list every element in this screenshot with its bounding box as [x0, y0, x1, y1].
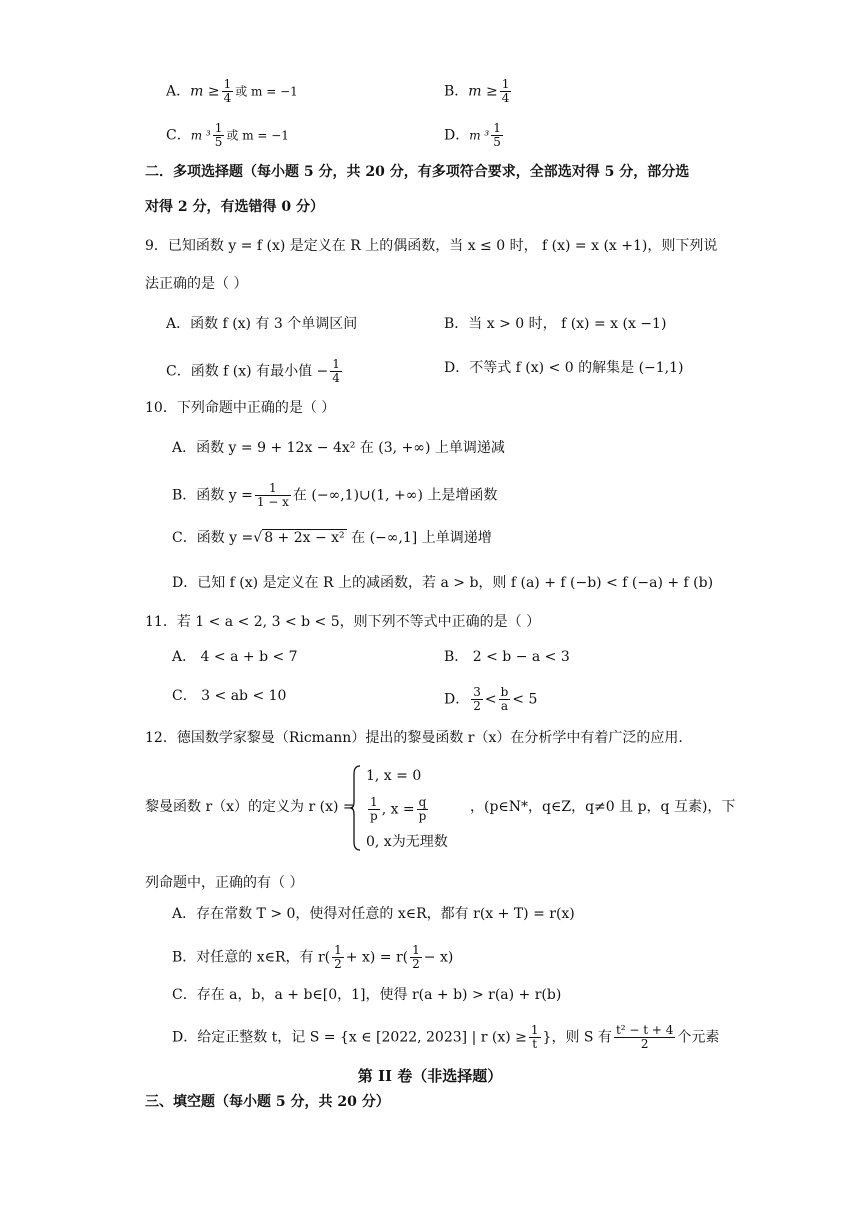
section2-title-line1: 二．多项选择题（每小题 5 分，共 20 分，有多项符合要求，全部选对得 5 分，部分选: [145, 164, 690, 180]
q12-case1: 1, x = 0: [366, 768, 422, 784]
q11-option-c: C． 3 < ab < 10: [172, 688, 287, 704]
q12-case3: 0, x为无理数: [366, 834, 448, 850]
q12-definition-pre: 黎曼函数 r（x）的定义为 r (x) =: [145, 799, 355, 815]
q12-option-b: B．对任意的 x∈R，有 r( $\frac{1}{2}$ + x) = r( $\frac{1}{2}$ − x): [172, 943, 454, 971]
q12-option-a: A．存在常数 T > 0，使得对任意的 x∈R，都有 r(x + T) = r(x): [172, 906, 575, 922]
q12-option-c: C．存在 a，b，a + b∈[0，1]，使得 r(a + b) > r(a) + r(b): [172, 987, 562, 1003]
q8-option-c: C．m ³ $\frac{1}{5}$ 或 m = −1: [166, 121, 289, 149]
q8-option-d: D．m ³ $\frac{1}{5}$: [444, 121, 501, 149]
q9-option-a: A．函数 f (x) 有 3 个单调区间: [166, 316, 358, 332]
section3-title: 三、填空题（每小题 5 分，共 20 分）: [145, 1094, 390, 1110]
q9-option-d: D．不等式 f (x) < 0 的解集是 (−1,1): [444, 360, 684, 376]
q9-option-c: C．函数 f (x) 有最小值 − $\frac{1}{4}$: [166, 357, 340, 385]
q12-option-d: D．给定正整数 t，记 S = {x ∈ [2022, 2023] | r (x) ≥ $\frac{1}{t}$ }，则 S 有 $\frac{\text{t² − t + 4}}{2}$ 个元素: [172, 1023, 720, 1051]
q12-stem-line3: 列命题中，正确的有（ ）: [145, 875, 304, 891]
q10-option-c: C．函数 y =√ 8 + 2x − x² 在 (−∞,1] 上单调递增: [172, 530, 492, 546]
q12-definition-post: ，(p∈N*，q∈Z，q≠0 且 p，q 互素)，下: [470, 799, 736, 815]
q11-option-d: D． $\frac{3}{2}$ < $\frac{b}{a}$ < 5: [444, 685, 538, 713]
q12-stem-line1: 12．德国数学家黎曼（Ricmann）提出的黎曼函数 r（x）在分析学中有着广泛的应用.: [145, 730, 683, 746]
q11-option-b: B． 2 < b − a < 3: [444, 649, 570, 665]
q10-option-d: D．已知 f (x) 是定义在 R 上的减函数，若 a > b，则 f (a) + f (−b) < f (−a) + f (b): [172, 575, 714, 591]
q8-option-a: A．m ≥ $\frac{1}{4}$ 或 m = −1: [166, 77, 298, 105]
q10-stem: 10．下列命题中正确的是（ ）: [145, 400, 336, 416]
q10-option-a: A．函数 y = 9 + 12x − 4x² 在 (3, +∞) 上单调递减: [172, 440, 505, 456]
q11-option-a: A． 4 < a + b < 7: [172, 649, 298, 665]
q9-option-b: B．当 x > 0 时， f (x) = x (x −1): [444, 316, 667, 332]
q9-stem-line2: 法正确的是（ ）: [145, 276, 248, 292]
q10-option-b: B．函数 y = $\frac{1}{1 - x}$ 在 (−∞,1)∪(1, +∞) 上是增函数: [172, 481, 498, 509]
piecewise-brace: [350, 764, 362, 852]
section2-title-line2: 对得 2 分，有选错得 0 分）: [145, 199, 324, 215]
part2-title: 第 II 卷（非选择题）: [357, 1067, 503, 1085]
q8-option-b: B．m ≥ $\frac{1}{4}$: [444, 77, 510, 105]
q11-stem: 11．若 1 < a < 2, 3 < b < 5，则下列不等式中正确的是（ ）: [145, 614, 541, 630]
q12-case2: $\frac{1}{p}$ , x = $\frac{q}{p}$: [370, 795, 427, 823]
q9-stem-line1: 9．已知函数 y = f (x) 是定义在 R 上的偶函数，当 x ≤ 0 时， f (x) = x (x +1)，则下列说: [145, 238, 718, 254]
